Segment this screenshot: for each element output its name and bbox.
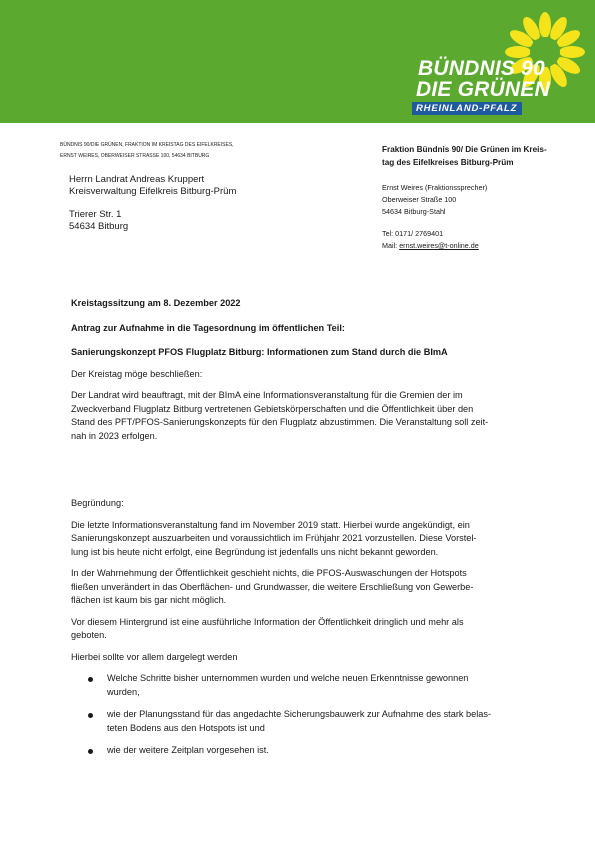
list-item [71, 708, 526, 735]
reason-paragraph-1 [71, 519, 526, 560]
bullet-line: teten Bodens aus den Hotspots ist und [107, 722, 265, 733]
bullet-list [71, 672, 526, 758]
subject-heading: Sanierungskonzept PFOS Flugplatz Bitburg: Informationen zum Stand durch die BImA [71, 347, 448, 357]
list-item [71, 744, 526, 758]
party-logo [410, 14, 588, 114]
bullet-icon [88, 749, 93, 754]
reason-paragraph-2 [71, 567, 526, 608]
reason-line: Sanierungskonzept auszuarbeiten und voraussichtlich im Frühjahr 2021 vorzustellen. Diese Vorstel- [71, 533, 477, 543]
sender-line-1: BÜNDNIS 90/DIE GRÜNEN, FRAKTION IM KREISTAG DES EIFELKREISES, [60, 142, 234, 148]
reason-paragraph-3 [71, 616, 526, 643]
header-banner [0, 0, 595, 123]
recipient-org: Kreisverwaltung Eifelkreis Bitburg-Prüm [69, 186, 237, 197]
logo-region-label: RHEINLAND-PFALZ [412, 102, 522, 115]
bullet-line: wie der Planungsstand für das angedachte Sicherungsbauwerk zur Aufnahme des stark belas- [107, 709, 492, 719]
list-intro: Hierbei sollte vor allem dargelegt werden [71, 651, 238, 662]
reason-line: In der Wahrnehmung der Öffentlichkeit geschieht nichts, die PFOS-Auswaschungen der Hotspots [71, 568, 467, 578]
logo-text-line1: BÜNDNIS 90 [418, 57, 545, 80]
resolution-line: Zweckverband Flugplatz Bitburg vertretenen Gebietskörperschaften und die Öffentlichkeit über den [71, 403, 474, 414]
reason-heading: Begründung: [71, 498, 124, 508]
contact-mail-row [382, 240, 567, 252]
request-heading: Antrag zur Aufnahme in die Tagesordnung im öffentlichen Teil: [71, 322, 345, 333]
resolve-intro: Der Kreistag möge beschließen: [71, 368, 203, 379]
bullet-icon [88, 677, 93, 682]
recipient-city: 54634 Bitburg [69, 221, 129, 232]
faction-contact-block [382, 144, 567, 252]
recipient-name: Herrn Landrat Andreas Kruppert [69, 174, 205, 185]
recipient-address [69, 174, 236, 233]
logo-text-line2: DIE GRÜNEN [416, 78, 550, 101]
resolution-line: nah in 2023 erfolgen. [71, 430, 158, 441]
resolution-line: Der Landrat wird beauftragt, mit der BImA eine Informationsveranstaltung für die Gremien der im [71, 390, 463, 400]
letter-body [71, 297, 526, 758]
meeting-heading: Kreistagssitzung am 8. Dezember 2022 [71, 298, 241, 308]
bullet-icon [88, 713, 93, 718]
reason-line: Vor diesem Hintergrund ist eine ausführliche Information der Öffentlichkeit dringlich und mehr als [71, 616, 464, 627]
reason-line: lung ist bis heute nicht erfolgt, eine Begründung ist jedenfalls uns nicht bekannt geworden. [71, 546, 439, 557]
recipient-street: Trierer Str. 1 [69, 209, 122, 220]
contact-street: Oberweiser Straße 100 [382, 195, 457, 204]
reason-line: flächen ist kaum bis gar nicht möglich. [71, 595, 227, 605]
reason-line: geboten. [71, 630, 107, 640]
list-item [71, 672, 526, 699]
reason-line: Die letzte Informationsveranstaltung fand im November 2019 statt. Hierbei wurde angekündigt, ein [71, 519, 470, 530]
faction-title-line2: tag des Eifelkreises Bitburg-Prüm [382, 157, 514, 167]
sender-line-2: ERNST WEIRES, OBERWEISER STRASSE 100, 54634 BITBURG [60, 153, 210, 159]
contact-city: 54634 Bitburg-Stahl [382, 207, 446, 216]
bullet-line: wie der weitere Zeitplan vorgesehen ist. [107, 745, 269, 755]
bullet-line: Welche Schritte bisher unternommen wurden und welche neuen Erkenntnisse gewonnen [107, 673, 469, 683]
sender-return-address [60, 140, 320, 162]
faction-title-line1: Fraktion Bündnis 90/ Die Grünen im Kreis- [382, 145, 547, 154]
contact-name: Ernst Weires (Fraktionssprecher) [382, 183, 488, 192]
reason-line: fließen unverändert in das Oberflächen- und Grundwasser, die weitere Erschließung von Gewerbe- [71, 581, 474, 592]
resolution-line: Stand des PFT/PFOS-Sanierungskonzepts für den Flugplatz abzustimmen. Die Veranstaltung soll zeit- [71, 417, 489, 427]
bullet-line: wurden, [107, 686, 140, 697]
mail-label: Mail: [382, 241, 400, 250]
mail-link[interactable]: ernst.weires@t-online.de [399, 241, 479, 250]
resolution-paragraph [71, 389, 526, 443]
contact-phone: Tel: 0171/ 2769401 [382, 229, 444, 238]
